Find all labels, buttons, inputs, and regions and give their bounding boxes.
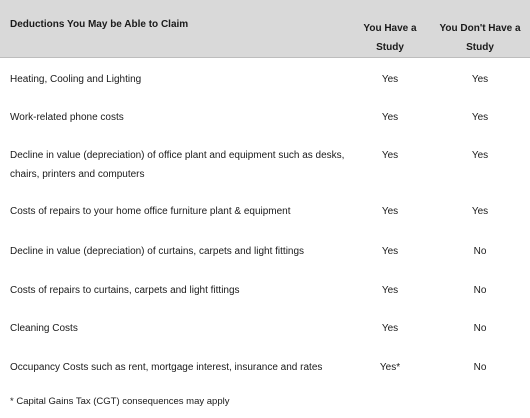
header-no-study: You Don't Have a Study xyxy=(439,23,521,53)
row-have-study-value: Yes xyxy=(381,246,399,257)
row-have-study-value: Yes xyxy=(381,74,399,85)
row-description: Decline in value (depreciation) of office plant and equipment such as desks, chairs, printers and computers xyxy=(10,150,345,180)
row-description: Costs of repairs to your home office furniture plant & equipment xyxy=(10,206,291,217)
footnote: * Capital Gains Tax (CGT) consequences may apply xyxy=(10,396,230,407)
row-have-study-value: Yes xyxy=(381,112,399,123)
row-description: Occupancy Costs such as rent, mortgage interest, insurance and rates xyxy=(10,362,323,373)
row-no-study-value: No xyxy=(473,285,487,296)
row-have-study-value: Yes xyxy=(381,285,399,296)
row-no-study-value: Yes xyxy=(471,112,489,123)
row-no-study-value: No xyxy=(473,323,487,334)
row-no-study-value: Yes xyxy=(471,74,489,85)
row-description: Decline in value (depreciation) of curtains, carpets and light fittings xyxy=(10,246,305,257)
row-no-study-value: No xyxy=(473,362,487,373)
row-have-study-value: Yes* xyxy=(379,362,401,373)
row-have-study-value: Yes xyxy=(381,150,399,161)
row-no-study-value: Yes xyxy=(471,150,489,161)
row-description: Heating, Cooling and Lighting xyxy=(10,74,142,85)
row-have-study-value: Yes xyxy=(381,206,399,217)
table-header xyxy=(0,0,530,58)
header-have-study: You Have a Study xyxy=(363,23,417,53)
row-no-study-value: No xyxy=(473,246,487,257)
row-description: Work-related phone costs xyxy=(10,112,124,123)
row-have-study-value: Yes xyxy=(381,323,399,334)
row-description: Costs of repairs to curtains, carpets and light fittings xyxy=(10,285,240,296)
row-no-study-value: Yes xyxy=(471,206,489,217)
header-description: Deductions You May be Able to Claim xyxy=(10,19,189,30)
row-description: Cleaning Costs xyxy=(10,323,78,334)
